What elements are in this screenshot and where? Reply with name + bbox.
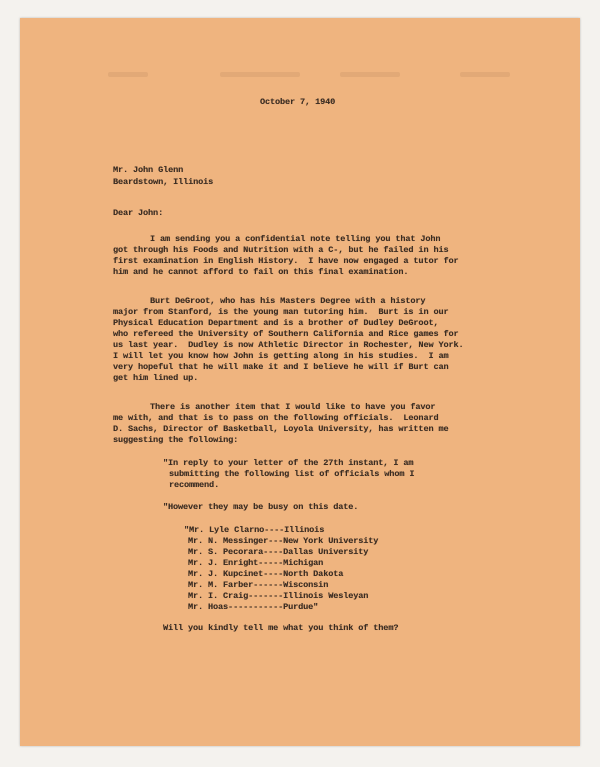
quote-line: recommend.: [169, 480, 220, 490]
paragraph-line: There is another item that I would like to have you favor: [150, 402, 436, 412]
quote-line: submitting the following list of officials whom I: [169, 469, 415, 479]
quote-line: "However they may be busy on this date.: [163, 502, 359, 512]
recipient-city: Beardstown, Illinois: [113, 177, 214, 187]
official-item: Mr. J. Kupcinet----North Dakota: [188, 569, 344, 579]
paragraph-line: suggesting the following:: [113, 435, 239, 445]
letter-date: October 7, 1940: [260, 97, 336, 107]
paragraph-line: Burt DeGroot, who has his Masters Degree with a history: [150, 296, 426, 306]
letter-page: [20, 18, 580, 746]
official-item: Mr. I. Craig-------Illinois Wesleyan: [188, 591, 369, 601]
paragraph-line: me with, and that is to pass on the following officials. Leonard: [113, 413, 439, 423]
paragraph-line: him and he cannot afford to fail on this final examination.: [113, 267, 409, 277]
bleed-mark: [340, 72, 400, 77]
official-item: Mr. N. Messinger---New York University: [188, 536, 379, 546]
paragraph-line: got through his Foods and Nutrition with a C-, but he failed in his: [113, 245, 449, 255]
bleed-mark: [220, 72, 300, 77]
quote-line: "In reply to your letter of the 27th instant, I am: [163, 458, 414, 468]
official-item: Mr. S. Pecorara----Dallas University: [188, 547, 369, 557]
paragraph-line: us last year. Dudley is now Athletic Director in Rochester, New York.: [113, 340, 464, 350]
recipient-name: Mr. John Glenn: [113, 165, 184, 175]
bleed-mark: [460, 72, 510, 77]
paragraph-line: first examination in English History. I have now engaged a tutor for: [113, 256, 459, 266]
paragraph-line: major from Stanford, is the young man tutoring him. Burt is in our: [113, 307, 449, 317]
closing-question: Will you kindly tell me what you think of them?: [163, 623, 399, 633]
paragraph-line: I am sending you a confidential note telling you that John: [150, 234, 441, 244]
paragraph-line: very hopeful that he will make it and I believe he will if Burt can: [113, 362, 449, 372]
official-item: "Mr. Lyle Clarno----Illinois: [184, 525, 325, 535]
bleed-mark: [108, 72, 148, 77]
paragraph-line: Physical Education Department and is a brother of Dudley DeGroot,: [113, 318, 439, 328]
paragraph-line: I will let you know how John is getting along in his studies. I am: [113, 351, 449, 361]
official-item: Mr. J. Enright-----Michigan: [188, 558, 324, 568]
paragraph-line: D. Sachs, Director of Basketball, Loyola University, has written me: [113, 424, 449, 434]
official-item: Mr. M. Farber------Wisconsin: [188, 580, 329, 590]
salutation: Dear John:: [113, 208, 164, 218]
official-item: Mr. Hoas-----------Purdue": [188, 602, 319, 612]
paragraph-line: get him lined up.: [113, 373, 199, 383]
paragraph-line: who refereed the University of Southern California and Rice games for: [113, 329, 459, 339]
